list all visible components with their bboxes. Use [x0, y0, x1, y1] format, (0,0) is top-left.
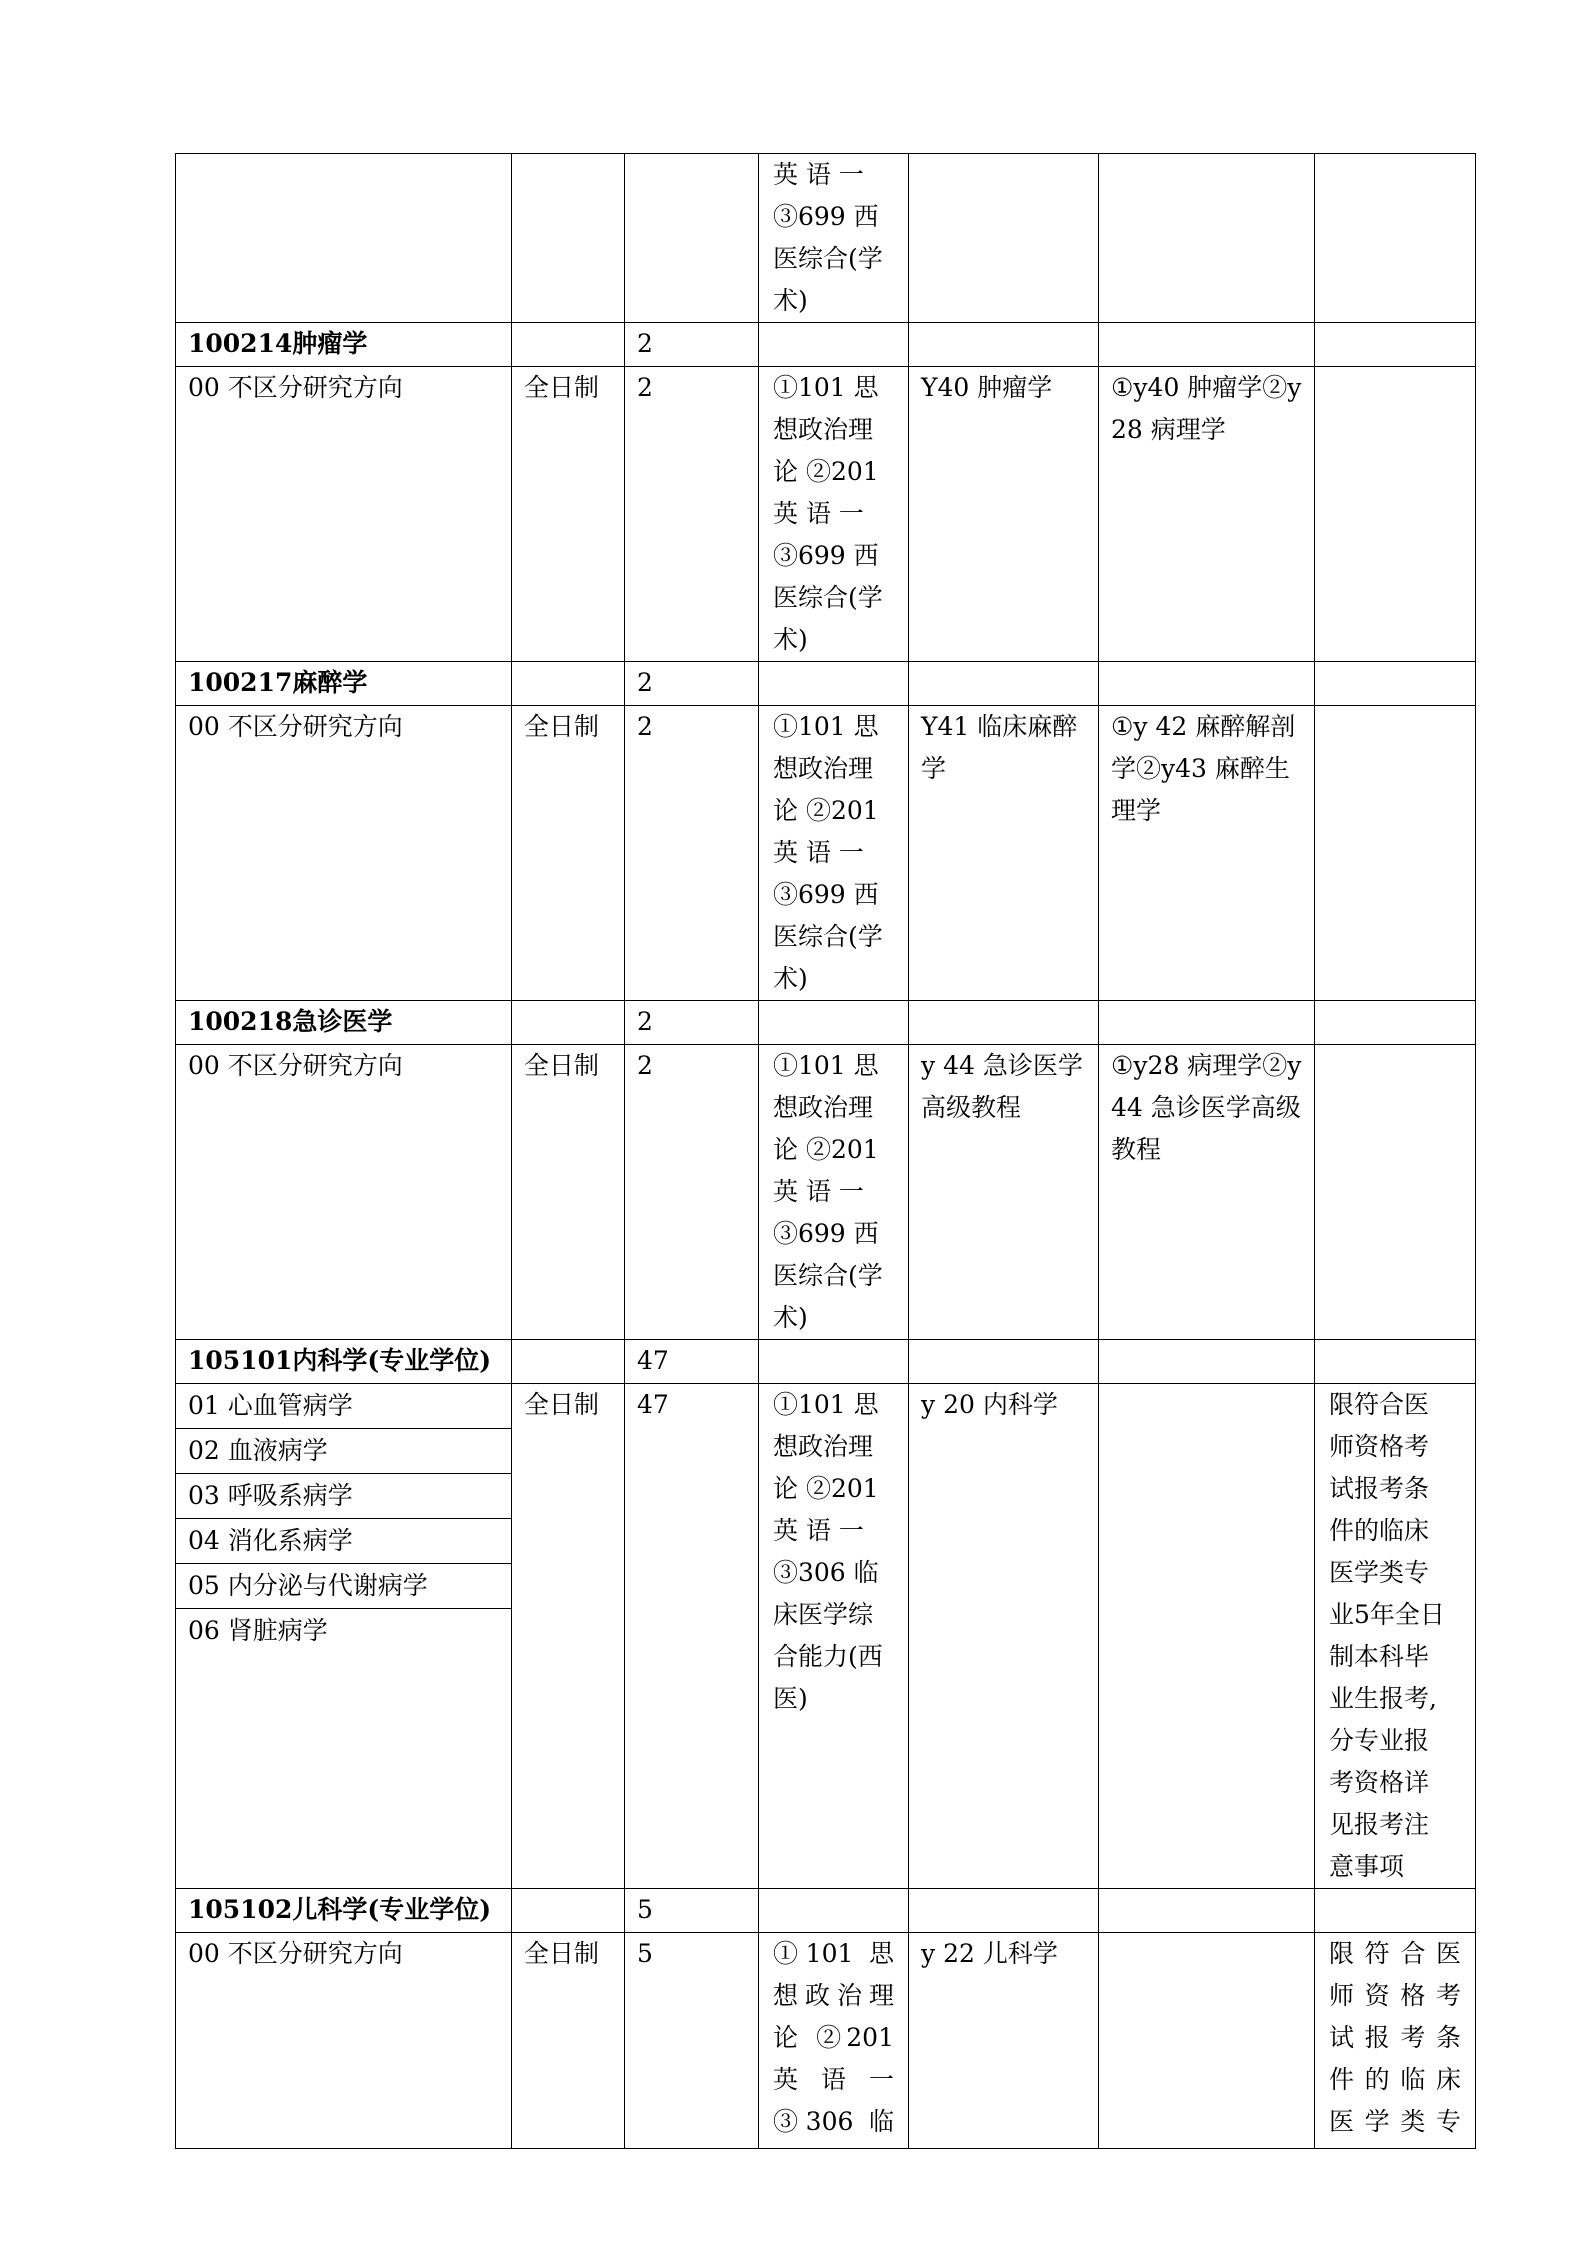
research-direction: 02 血液病学 — [176, 1429, 511, 1474]
exam-subjects: ①101 思 想政治理 论 ②201 英 语 一 ③699 西 医综合(学 术) — [759, 706, 909, 1001]
research-directions — [176, 1384, 512, 1889]
enrollment-count: 2 — [625, 367, 759, 662]
enrollment-count: 2 — [625, 323, 759, 367]
research-direction: 03 呼吸系病学 — [176, 1474, 511, 1519]
major-code: 100214肿瘤学 — [176, 323, 512, 367]
retest-subject: y 44 急诊医学高级教程 — [909, 1045, 1099, 1340]
enrollment-count: 2 — [625, 1045, 759, 1340]
table-row — [176, 662, 1476, 706]
additional-exam: ①y28 病理学②y44 急诊医学高级教程 — [1099, 1045, 1315, 1340]
retest-subject: Y41 临床麻醉学 — [909, 706, 1099, 1001]
table-row — [176, 1384, 1476, 1889]
research-direction: 01 心血管病学 — [176, 1384, 511, 1429]
study-mode: 全日制 — [512, 706, 625, 1001]
admissions-table — [175, 153, 1476, 2149]
table-row — [176, 323, 1476, 367]
study-mode: 全日制 — [512, 1045, 625, 1340]
exam-subjects: ①101 思 想政治理 论 ②201 英 语 一 ③699 西 医综合(学 术) — [759, 367, 909, 662]
remarks: 限符合医 师资格考 试报考条 件的临床 医学类专 — [1315, 1933, 1476, 2149]
research-direction: 00 不区分研究方向 — [176, 706, 512, 1001]
enrollment-count: 5 — [625, 1889, 759, 1933]
research-direction: 00 不区分研究方向 — [176, 367, 512, 662]
enrollment-count: 2 — [625, 706, 759, 1001]
remarks — [1315, 367, 1476, 662]
remarks: 限符合医 师资格考 试报考条 件的临床 医学类专 业5年全日 制本科毕 业生报考, 分专业报 考资格详 见报考注 意事项 — [1315, 1384, 1476, 1889]
additional-exam — [1099, 1933, 1315, 2149]
additional-exam — [1099, 1384, 1315, 1889]
study-mode: 全日制 — [512, 1933, 625, 2149]
table-row — [176, 706, 1476, 1001]
exam-subjects: 英 语 一 ③699 西 医综合(学 术) — [759, 154, 909, 323]
research-direction: 04 消化系病学 — [176, 1519, 511, 1564]
enrollment-count: 2 — [625, 662, 759, 706]
table-row — [176, 1933, 1476, 2149]
enrollment-count: 2 — [625, 1001, 759, 1045]
major-code: 100218急诊医学 — [176, 1001, 512, 1045]
exam-subjects: ①101 思 想政治理 论 ②201 英 语 一 ③306 临 床医学综 合能力(西 医) — [759, 1384, 909, 1889]
table-row — [176, 154, 1476, 323]
research-direction: 05 内分泌与代谢病学 — [176, 1564, 511, 1609]
exam-subjects: ①101 思 想政治理 论 ②201 英 语 一 ③306 临 — [759, 1933, 909, 2149]
major-code: 105102儿科学(专业学位) — [176, 1889, 512, 1933]
research-direction: 00 不区分研究方向 — [176, 1933, 512, 2149]
table-row — [176, 367, 1476, 662]
remarks — [1315, 706, 1476, 1001]
table-row — [176, 1340, 1476, 1384]
remarks — [1315, 1045, 1476, 1340]
study-mode: 全日制 — [512, 1384, 625, 1889]
research-direction: 06 肾脏病学 — [188, 1616, 328, 1645]
additional-exam: ①y 42 麻醉解剖学②y43 麻醉生理学 — [1099, 706, 1315, 1001]
table-row — [176, 1045, 1476, 1340]
study-mode: 全日制 — [512, 367, 625, 662]
table-row — [176, 1001, 1476, 1045]
table-row — [176, 1889, 1476, 1933]
retest-subject: y 22 儿科学 — [909, 1933, 1099, 2149]
additional-exam: ①y40 肿瘤学②y28 病理学 — [1099, 367, 1315, 662]
enrollment-count: 5 — [625, 1933, 759, 2149]
retest-subject: Y40 肿瘤学 — [909, 367, 1099, 662]
enrollment-count: 47 — [625, 1340, 759, 1384]
enrollment-count: 47 — [625, 1384, 759, 1889]
exam-subjects: ①101 思 想政治理 论 ②201 英 语 一 ③699 西 医综合(学 术) — [759, 1045, 909, 1340]
major-code: 105101内科学(专业学位) — [176, 1340, 512, 1384]
major-code: 100217麻醉学 — [176, 662, 512, 706]
research-direction: 00 不区分研究方向 — [176, 1045, 512, 1340]
retest-subject: y 20 内科学 — [909, 1384, 1099, 1889]
